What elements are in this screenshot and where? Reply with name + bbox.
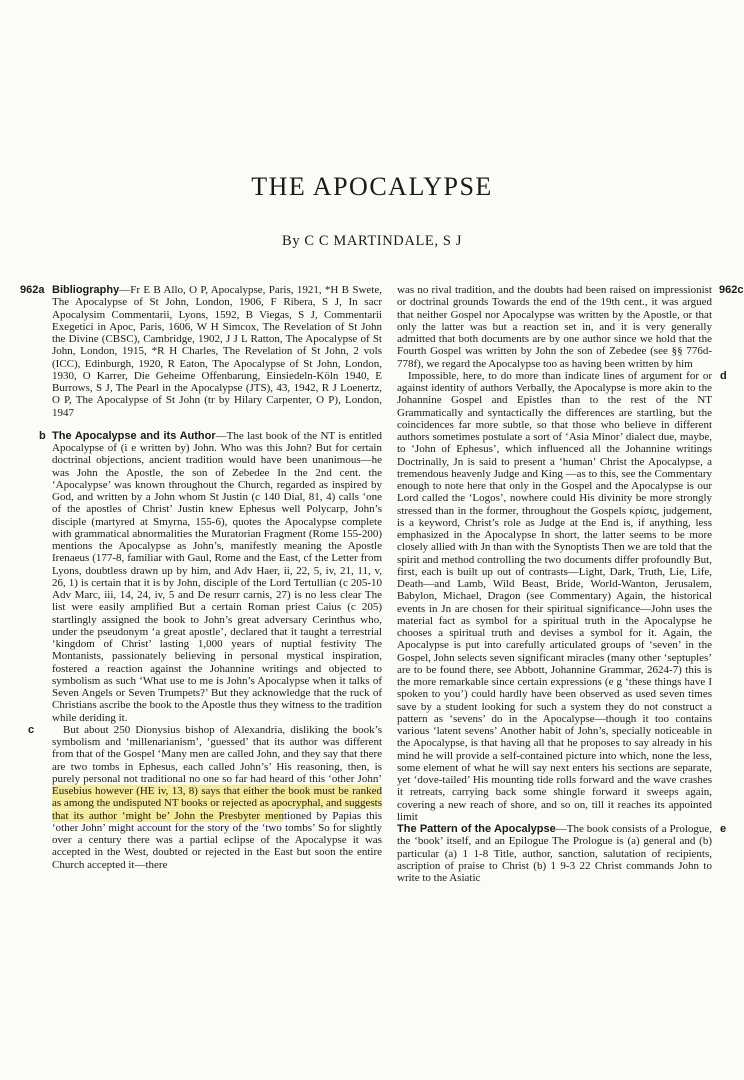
section-mark-962c: 962c [719,284,744,296]
identity-paragraph [397,369,727,823]
highlighted-eusebius-passage: Eusebius however (HE iv, 13, 8) says that either the book must be ranked as among the undisputed NT books or rejected as apocryphal, and suggests that its author ‘might be’ John the Presbyter men [52,785,382,822]
section-mark-962a: 962a [20,284,45,296]
author-section-heading: The Apocalypse and its Author [52,429,216,442]
author-byline: By C C MARTINDALE, S J [282,233,462,249]
bibliography-paragraph [52,284,382,419]
bibliography-text: —Fr E B Allo, O P, Apocalypse, Paris, 1921, *H B Swete, The Apocalypse of St John, London, 1906, F Ribera, S J, In sacr Apocalysim Commentarii, Lyons, 1592, B Viegas, S J, Commentarii Exegetici in Apoc, Paris, 1606, W H Simcox, The Revelation of St John the Divine (CBSC), Cambridge, 1902, J J L Ratton, The Apocalypse of St John, London, 1915, *R H Charles, The Revelation of St John, 2 vols (ICC), Edinburgh, 1920, R Eaton, The Apocalypse of St John, London, 1930, O Karrer, Die Geheime Offenbarung, Einsiedeln-Köln 1940, E Burrows, S J, The Pearl in the Apocalypse (JTS), 43, 1942, R J Loenertz, O P, The Apocalypse of St John (tr by Hilary Carpenter, O P), London, 1947 [52,284,382,419]
section-mark-b: b [39,429,46,442]
left-column [20,284,382,871]
pattern-section-text: —The book consists of a Prologue, the ‘book’ itself, and an Epilogue The Prologue is (a) general and (b) particular (a) 1 1-8 Title, author, sanction, salutation of recipients, ascription of praise to Christ (b) 1 9-3 22 Christ commands John to write to the Asiatic [397,823,713,884]
dionysius-text: But about 250 Dionysius bishop of Alexandria, disliking the book’s symbolism and ‘millenarianism’, ‘guessed’ that its author was different from that of the Gospel ‘Many men are called John, and they say that there are two tombs in Ephesus, each called John’s’ His reasoning, then, is purely personal not traditional no one so far had heard of this ‘other John’ [52,723,382,785]
dionysius-paragraph [28,723,382,871]
papias-text: tioned by Papias this ‘other John’ might account for the story of the ‘two tombs’ So for slightly over a century there was a partial eclipse of the Apocalypse it was accepted in the West, doubted or rejected in the East but soon the entire Church accepted it—there [52,809,382,871]
identity-text: Impossible, here, to do more than indicate lines of argument for or against identity of authors Verbally, the Apocalypse is more akin to the Johannine Gospel and Epistles than to the rest of the NT Grammatically and syntactically the differences are startling, but the coincidences far more subtle, so that those who believe in different authors sometimes postulate a sort of ‘Asia Minor’ dialect due, maybe, to ‘John of Ephesus’, which influenced all the Johannine writings Doctrinally, Jn is said to present a ‘human’ Christ the Apocalypse, a tremendous heavenly Judge and King —as to this, see the Commentary enough to note here that only in the Gospel and the Apocalypse is our Lord called the ‘Logos’, nowhere could His divinity be more strongly stressed than in the former, throughout the Gospels κρίσις, judgement, is a keyword, Christ’s role as Judge at the End is, if anything, less emphasized in the Apocalypse In short, the latter seems to be more closely allied with Jn than with the Synoptists Then we are told that the spirit and method controlling the two documents differ profoundly But, first, each is built up out of contrasts—Light, Dark, Truth, Lie, Life, Death—and Lamb, Wild Beast, Bride, World-Wanton, Jerusalem, Babylon, Michael, Dragon (see Commentary) Again, the historical events in Jn are chosen for their spiritual significance—John uses the material fact as symbol for a spiritual truth in the Apocalypse he chooses a spiritual truth and devises a symbol for it. Again, the Apocalypse is put into carefully articulated groups of ‘seven’ in the Gospel, John selects seven significant miracles (many other ‘septuples’ are to be found there, see Abbott, Johannine Grammar, 2624-7) this is the more remarkable since certain expressions (e g ‘these things have I spoken to you’) could hardly have been observed as used seven times save by a student looking for such a system they do not construct a pattern as ‘sevens’ do in the Apocalypse—though it too contains various ‘latent sevens’ Another habit of John’s, specially noticeable in the Apocalypse, is that having all that he proposes to say already in his mind he will provide a self-contained picture into which, none the less, some element of what he will say next enters his sections are separate, yet ‘dove-tailed’ His mounting tide rolls forward and the wave crashes it retreats, carrying back some shingle forward it sweeps again, covering a new reach of shore, and so on, till it reaches its appointed limit [397,369,712,823]
bibliography-heading: Bibliography [52,284,120,296]
author-section-text: —The last book of the NT is entitled Apocalypse of (i e written by) John. Who was this John? But for certain doctrinal objections, ancient tradition would have been unanimous—he was John the Apostle, the son of Zebedee In the 2nd cent. the ‘Apocalypse’ was known throughout the Church, regarded as inspired by God, and written by a John whom St Justin (c 140 Dial, 81, 4) calls ‘one of the apostles of Christ’ Justin knew Ephesus well Polycarp, John’s disciple (martyred at Smyrna, 155-6), quotes the Apocalypse complete with grammatical abnormalities the Muratorian Fragment (Rome 155-200) mentions the Apocalypse as John’s, manifestly meaning the Apostle Irenaeus (177-8, familiar with Gaul, Rome and the East, cf the Letter from Lyons, doubtless drawn up by him, and Adv Haer, ii, 22, 5, iv, 21, 11, v, 26, 1) is certain that it is by John, disciple of the Lord Tertullian (c 205-10 Adv Marc, iii, 14, 24, iv, 5 and De resurr carnis, 27) is no less clear The list were easily amplified But a certain Roman priest Caius (c 205) startlingly assigned the book to John’s great adversary Cerinthus who, under the pseudonym ‘a great apostle’, declared that it taught a terrestrial ‘kingdom of Christ’ lasting 1,000 years of nuptial festivity The Montanists, passionately believing in personal mystical inspiration, fostered a reaction against the Johannine writings and objected to symbolism as such ‘What use to me is John’s Apocalypse when it talks of Seven Angels or Seven Trumpets?’ But they acknowledge that the ruck of Christians ascribe the book to the Apostle thus they witness to the tradition while deriding it. [52,429,382,724]
pattern-section-heading: The Pattern of the Apocalypse [397,823,556,835]
author-paragraph [39,429,382,724]
pattern-paragraph [397,823,727,884]
right-column [397,284,744,884]
section-mark-d: d [720,369,727,382]
section-mark-c: c [28,723,35,736]
tradition-paragraph: was no rival tradition, and the doubts had been raised on impressionist or doctrinal grounds Towards the end of the 19th cent., it was argued that neither Gospel nor Apocalypse was written by the Apostle, or that only the latter was but a reaction set in, and it is very generally admitted that both documents are by one author since we hold that the Fourth Gospel was written by John the son of Zebedee (see §§ 776d-778f), we regard the Apocalypse too as having been written by him [397,284,712,370]
section-mark-e: e [720,823,727,835]
page-title: THE APOCALYPSE [251,172,493,201]
